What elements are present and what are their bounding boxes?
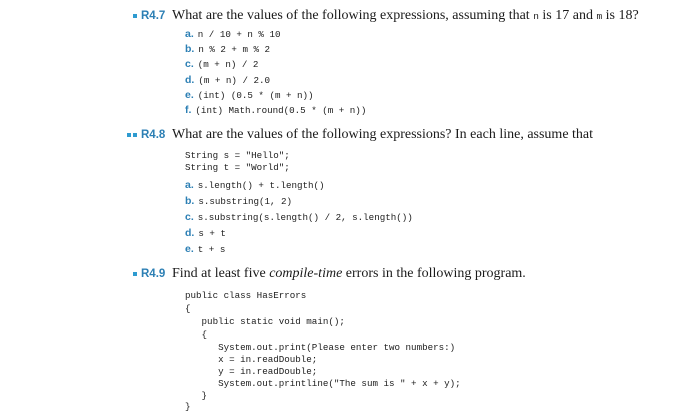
var-n: n xyxy=(533,11,539,22)
part-c: c. s.substring(s.length() / 2, s.length()) xyxy=(185,211,413,223)
code-line: System.out.printline("The sum is " + x + y); xyxy=(185,378,461,389)
var-m: m xyxy=(596,11,603,22)
code-line: x = in.readDouble; xyxy=(185,354,318,365)
part-code: s.substring(1, 2) xyxy=(198,196,293,207)
code-line: { xyxy=(185,303,191,314)
problem-question: Find at least five compile-time errors in the following program. xyxy=(172,266,526,281)
part-code: n / 10 + n % 10 xyxy=(197,29,281,40)
part-code: s + t xyxy=(198,228,226,239)
part-f: f. (int) Math.round(0.5 * (m + n)) xyxy=(185,104,367,116)
code-line: public class HasErrors xyxy=(185,290,307,301)
part-code: (int) Math.round(0.5 * (m + n)) xyxy=(195,105,367,116)
part-b: b. n % 2 + m % 2 xyxy=(185,43,271,55)
code-line: } xyxy=(185,401,191,412)
part-d: d. s + t xyxy=(185,227,226,239)
code-line: public static void main(); xyxy=(185,316,345,327)
setup-line: String s = "Hello"; xyxy=(185,150,290,161)
part-d: d. (m + n) / 2.0 xyxy=(185,74,271,86)
problem-number: R4.7 xyxy=(141,10,166,22)
part-b: b. s.substring(1, 2) xyxy=(185,195,293,207)
part-a: a. s.length() + t.length() xyxy=(185,179,325,191)
part-code: (m + n) / 2.0 xyxy=(198,75,271,86)
code-line: y = in.readDouble; xyxy=(185,366,318,377)
part-c: c. (m + n) / 2 xyxy=(185,58,259,70)
part-e: e. t + s xyxy=(185,243,226,255)
part-e: e. (int) (0.5 * (m + n)) xyxy=(185,89,314,101)
code-line: { xyxy=(185,329,208,340)
code-line: } xyxy=(185,390,208,401)
part-code: (m + n) / 2 xyxy=(197,59,259,70)
part-a: a. n / 10 + n % 10 xyxy=(185,28,281,40)
part-code: s.length() + t.length() xyxy=(197,180,325,191)
part-code: s.substring(s.length() / 2, s.length()) xyxy=(197,212,413,223)
difficulty-bullet xyxy=(133,133,137,137)
difficulty-bullet xyxy=(127,133,131,137)
difficulty-bullet xyxy=(133,14,137,18)
problem-number: R4.8 xyxy=(141,129,166,141)
difficulty-bullet xyxy=(133,272,137,276)
part-code: t + s xyxy=(197,244,226,255)
problem-number: R4.9 xyxy=(141,268,166,280)
part-code: (int) (0.5 * (m + n)) xyxy=(197,90,314,101)
emphasis-compile-time: compile-time xyxy=(269,266,343,281)
part-code: n % 2 + m % 2 xyxy=(198,44,271,55)
problem-question: What are the values of the following expressions, assuming that n is 17 and m is 18? xyxy=(172,8,639,23)
problem-question: What are the values of the following expressions? In each line, assume that xyxy=(172,127,594,142)
setup-line: String t = "World"; xyxy=(185,162,290,173)
code-line: System.out.print(Please enter two numbers:) xyxy=(185,342,456,353)
